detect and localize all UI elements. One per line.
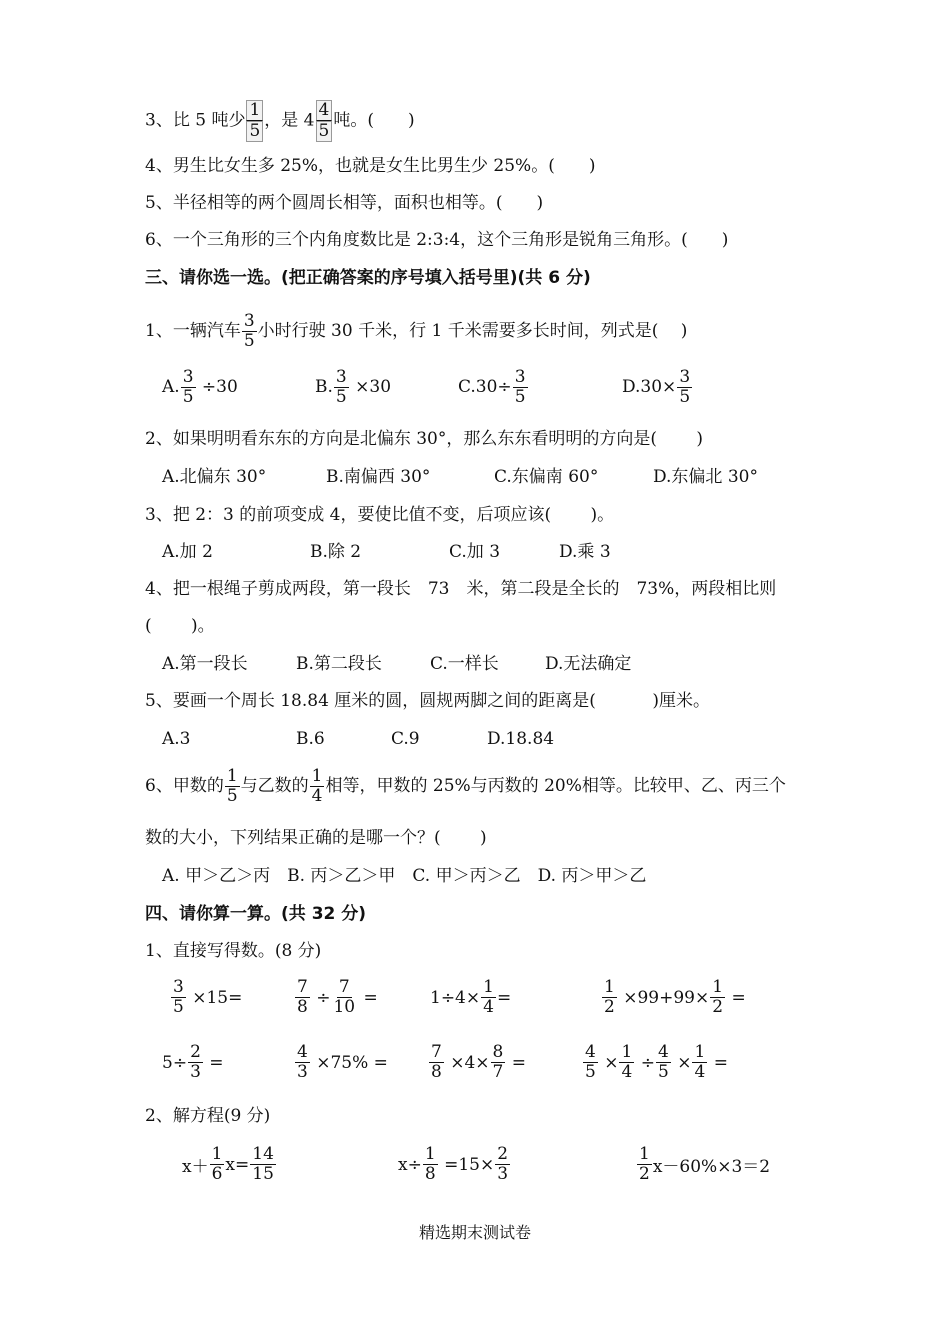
calc-7: $\frac{7}{8}$ ×4× $\frac{8}{7}$ = (431, 1042, 527, 1082)
choice-q6: 6、甲数的 $\frac{1}{5}$ 与乙数的 $\frac{1}{4}$ 相等，甲数的 25%与丙数的 20%相等。比较甲、乙、丙三个 (145, 766, 786, 806)
choice-q5-option-a: A.3 (162, 729, 191, 749)
choice-q5: 5、要画一个周长 18.84 厘米的圆，圆规两脚之间的距离是( )厘米。 (145, 691, 710, 711)
fraction: $\frac{4}{5}$ (585, 1042, 596, 1082)
section-4-sub2: 2、解方程(9 分) (145, 1106, 271, 1126)
fraction: $\frac{3}{5}$ (182, 367, 194, 407)
choice-q1-option-b: B. $\frac{3}{5}$ ×30 (315, 367, 392, 407)
equation-2: x÷ $\frac{1}{8}$ =15× $\frac{2}{3}$ (398, 1144, 509, 1184)
fraction: $\frac{1}{4}$ (694, 1042, 706, 1082)
fraction: $\frac{2}{3}$ (190, 1042, 201, 1082)
choice-q3-option-c: C.加 3 (449, 542, 501, 562)
choice-q2-option-b: B.南偏西 30° (326, 467, 431, 487)
fraction: $\frac{7}{8}$ (297, 977, 308, 1017)
fraction: $\frac{1}{2}$ (639, 1144, 650, 1184)
fraction: $\frac{1}{6}$ (211, 1144, 223, 1184)
section-4-sub1: 1、直接写得数。(8 分) (145, 941, 322, 961)
fraction: $\frac{3}{5}$ (173, 977, 184, 1017)
fraction: $\frac{4}{5}$ (657, 1042, 669, 1082)
choice-q4-option-d: D.无法确定 (545, 654, 632, 674)
fraction: $\frac{2}{3}$ (497, 1144, 509, 1184)
fraction: $\frac{7}{8}$ (431, 1042, 442, 1082)
judge-q6: 6、一个三角形的三个内角度数比是 2:3:4，这个三角形是锐角三角形。( ) (145, 230, 729, 250)
fraction: $\frac{1}{4}$ (621, 1042, 633, 1082)
equation-3: $\frac{1}{2}$ x－60%×3＝2 (639, 1144, 771, 1184)
page-footer: 精选期末测试卷 (418, 1223, 531, 1242)
choice-q6-line2: 数的大小，下列结果正确的是哪一个？( ) (145, 828, 487, 848)
calc-1: $\frac{3}{5}$ ×15= (173, 977, 243, 1017)
choice-q4-option-c: C.一样长 (430, 654, 499, 674)
choice-q3-option-b: B.除 2 (310, 542, 362, 562)
judge-q3: 3、比 5 吨少 $\frac{1}{5}$ ，是 4 $\frac{4}{5}$ 吨。( ) (145, 100, 415, 141)
calc-2: $\frac{7}{8}$ ÷ $\frac{7}{10}$ = (297, 977, 378, 1017)
choice-q4: 4、把一根绳子剪成两段，第一段长 73 米，第二段是全长的 73%，两段相比则 (145, 579, 777, 599)
fraction: $\frac{3}{5}$ (514, 367, 526, 407)
fraction: $\frac{1}{2}$ (604, 977, 615, 1017)
calc-8: $\frac{4}{5}$ × $\frac{1}{4}$ ÷ $\frac{4}{5}$ × $\frac{1}{4}$ = (585, 1042, 728, 1082)
calc-5: 5÷ $\frac{2}{3}$ = (162, 1042, 224, 1082)
choice-q3-option-a: A.加 2 (162, 542, 213, 562)
choice-q1-option-a: A. $\frac{3}{5}$ ÷30 (162, 367, 238, 407)
fraction: $\frac{14}{15}$ (252, 1144, 274, 1184)
choice-q4-line2: ( )。 (145, 616, 215, 636)
choice-q2-option-a: A.北偏东 30° (162, 467, 267, 487)
choice-q2-option-d: D.东偏北 30° (653, 467, 758, 487)
choice-q5-option-d: D.18.84 (487, 729, 555, 749)
choice-q1-option-c: C.30÷ $\frac{3}{5}$ (458, 367, 526, 407)
choice-q1: 1、一辆汽车 $\frac{3}{5}$ 小时行驶 30 千米，行 1 千米需要多长时间，列式是( ) (145, 311, 688, 351)
choice-q4-option-b: B.第二段长 (296, 654, 382, 674)
calc-4: $\frac{1}{2}$ ×99+99× $\frac{1}{2}$ = (604, 977, 746, 1017)
fraction: $\frac{4}{3}$ (297, 1042, 308, 1082)
choice-q6-options: A. 甲＞乙＞丙 B. 丙＞乙＞甲 C. 甲＞丙＞乙 D. 丙＞甲＞乙 (162, 866, 647, 886)
fraction: $\frac{1}{4}$ (311, 766, 323, 806)
judge-q4: 4、男生比女生多 25%，也就是女生比男生少 25%。( ) (145, 156, 596, 176)
choice-q1-option-d: D.30× $\frac{3}{5}$ (622, 367, 691, 407)
calc-6: $\frac{4}{3}$ ×75% = (297, 1042, 388, 1082)
fraction: $\frac{1}{5}$ (226, 766, 238, 806)
fraction: $\frac{1}{8}$ (424, 1144, 436, 1184)
choice-q4-option-a: A.第一段长 (162, 654, 248, 674)
choice-q3-option-d: D.乘 3 (559, 542, 611, 562)
choice-q2-option-c: C.东偏南 60° (494, 467, 599, 487)
fraction: $\frac{8}{7}$ (492, 1042, 504, 1082)
fraction: $\frac{1}{5}$ (246, 100, 263, 142)
section-3-title: 三、请你选一选。(把正确答案的序号填入括号里)(共 6 分) (145, 268, 591, 288)
fraction: $\frac{4}{5}$ (316, 100, 333, 142)
fraction: $\frac{3}{5}$ (243, 311, 255, 351)
section-4-title: 四、请你算一算。(共 32 分) (145, 904, 367, 924)
fraction: $\frac{1}{4}$ (483, 977, 494, 1017)
fraction: $\frac{7}{10}$ (333, 977, 356, 1017)
fraction: $\frac{3}{5}$ (679, 367, 691, 407)
calc-3: 1÷4× $\frac{1}{4}$ = (430, 977, 512, 1017)
judge-q5: 5、半径相等的两个圆周长相等，面积也相等。( ) (145, 193, 544, 213)
choice-q2: 2、如果明明看东东的方向是北偏东 30°，那么东东看明明的方向是( ) (145, 429, 704, 449)
fraction: $\frac{1}{2}$ (712, 977, 724, 1017)
equation-1: x＋ $\frac{1}{6}$ x= $\frac{14}{15}$ (182, 1144, 274, 1184)
choice-q3: 3、把 2：3 的前项变成 4，要使比值不变，后项应该( )。 (145, 505, 615, 525)
choice-q5-option-c: C.9 (391, 729, 420, 749)
fraction: $\frac{3}{5}$ (335, 367, 347, 407)
choice-q5-option-b: B.6 (296, 729, 325, 749)
